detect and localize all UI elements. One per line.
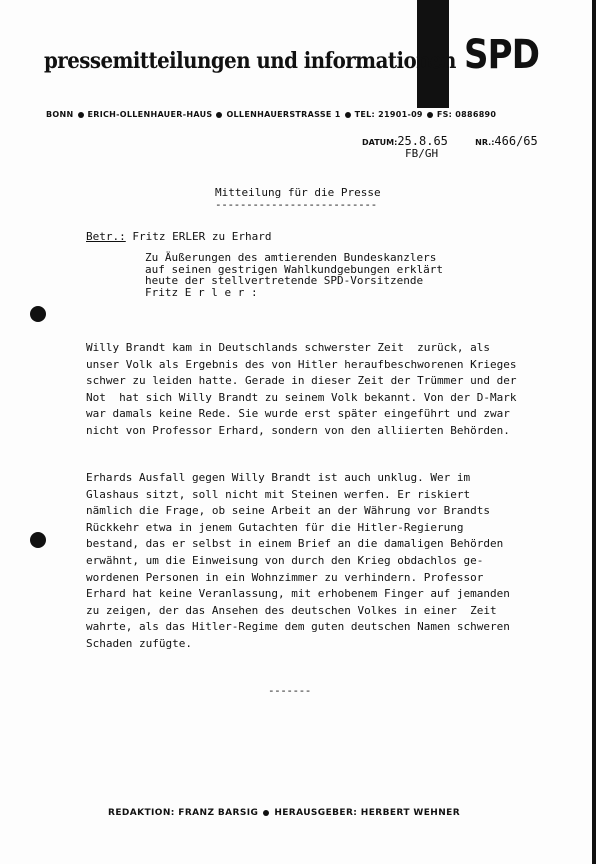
masthead-title: pressemitteilungen und informationen (44, 48, 456, 74)
date-number-line (362, 134, 538, 148)
title-underline: -------------------------- (215, 198, 377, 211)
subject-line (86, 230, 271, 243)
body-paragraph-2: Erhards Ausfall gegen Willy Brandt ist auch unklug. Wer im Glashaus sitzt, soll nicht mit Steinen werfen. Er riskiert nämlich die Frage, ob seine Arbeit an der Währung vor Brandts Rückkehr etwa in jenem Gutachten für die Hitler-Regierung bestand, das er selbst in einem Brief an die damaligen Behörden erwähnt, um die Einweisung von durch den Krieg obdachlos ge- wordenen Personen in ein Wohnzimmer zu verhindern. Professor Erhard hat keine Veranlassung, mit erhobenem Finger auf jemanden zu zeigen, der das Ansehen des deutschen Volkes in einer Zeit wahrte, als das Hitler-Regime dem guten deutschen Namen schweren Schaden zufügte. (86, 471, 510, 650)
intro-paragraph: Zu Äußerungen des amtierenden Bundeskanzlers auf seinen gestrigen Wahlkundgebungen erklärt heute der stellvertretende SPD-Vorsitzende Fritz E r l e r : (145, 251, 444, 299)
date-value: 25.8.65 (397, 134, 448, 148)
bullet-icon (216, 112, 222, 118)
address-phone: TEL: 21901-09 (354, 110, 423, 119)
document-title: Mitteilung für die Presse (215, 186, 381, 199)
spd-logo: SPD (464, 32, 540, 78)
address-building: ERICH-OLLENHAUER-HAUS (87, 110, 213, 119)
address-telex: FS: 0886890 (436, 110, 497, 119)
number-value: 466/65 (494, 134, 538, 148)
bullet-icon (78, 112, 84, 118)
page-edge (592, 0, 596, 864)
number-label: NR.: (475, 138, 495, 147)
footer-line (108, 808, 460, 818)
bullet-icon (427, 112, 433, 118)
subject-text: Fritz ERLER zu Erhard (132, 230, 272, 243)
reference-initials: FB/GH (405, 147, 439, 160)
footer-publisher: HERAUSGEBER: HERBERT WEHNER (274, 808, 461, 818)
bullet-icon (345, 112, 351, 118)
closing-separator: ------- (268, 684, 311, 697)
body-paragraph-1: Willy Brandt kam in Deutschlands schwerster Zeit zurück, als unser Volk als Ergebnis des von Hitler heraufbeschworenen Krieges schwer zu leiden hatte. Gerade in dieser Zeit der Trümmer und der Not hat sich Willy Brandt zu seinem Volk bekannt. Von der D-Mark war damals keine Rede. Sie wurde erst später eingeführt und zwar nicht von Professor Erhard, sondern von den alliierten Behörden. (86, 341, 517, 437)
date-label: DATUM: (362, 138, 398, 147)
footer-editor: REDAKTION: FRANZ BARSIG (108, 808, 259, 818)
punch-hole (30, 306, 46, 322)
address-line (46, 110, 496, 119)
subject-label: Betr.: (86, 230, 126, 243)
punch-hole (30, 532, 46, 548)
address-street: OLLENHAUERSTRASSE 1 (226, 110, 341, 119)
address-city: BONN (46, 110, 74, 119)
bullet-icon (263, 810, 269, 816)
